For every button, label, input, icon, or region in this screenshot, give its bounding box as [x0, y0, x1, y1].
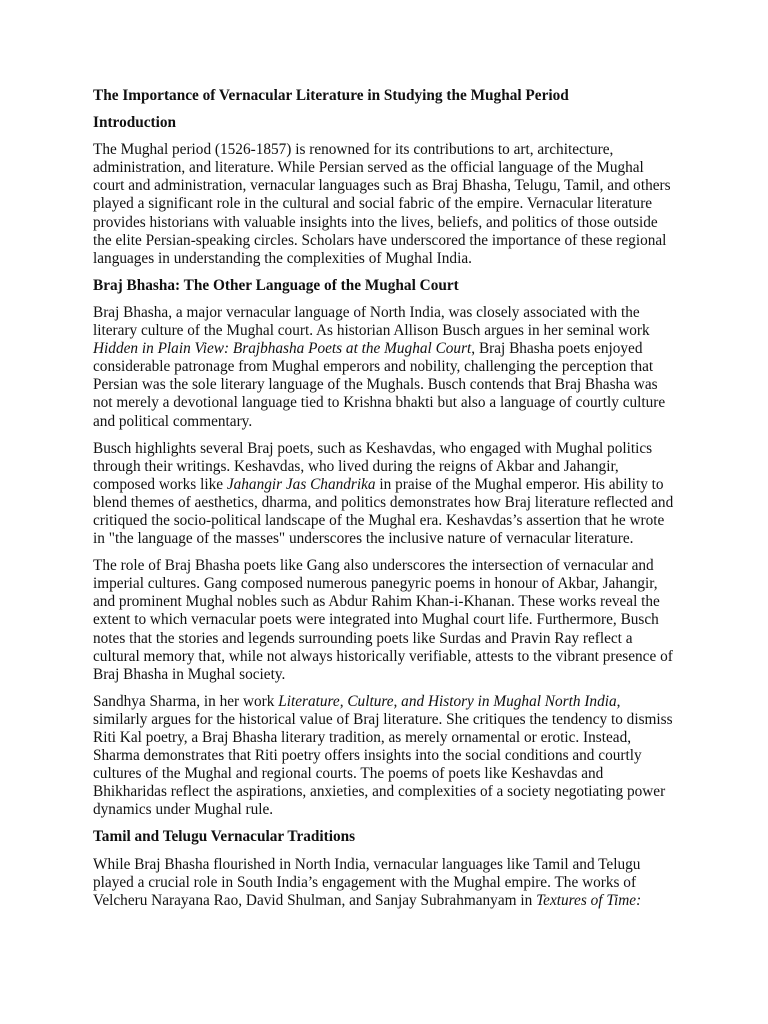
paragraph-text: While Braj Bhasha flourished in North India, vernacular languages like Tamil and Telugu played a crucial role in South India’s engagement with the Mughal empire. The works of Velcheru Narayana Rao, David Shulman, and Sanjay Subrahmanyam in	[93, 855, 641, 909]
section-heading: Introduction	[93, 114, 177, 132]
paragraph-text: Sandhya Sharma, in her work	[93, 692, 279, 710]
section-heading: Braj Bhasha: The Other Language of the Mughal Court	[93, 276, 459, 294]
section-heading: Tamil and Telugu Vernacular Traditions	[93, 828, 356, 846]
body-paragraph	[93, 304, 675, 431]
italic-title-text: Literature, Culture, and History in Mughal North India	[278, 692, 617, 710]
paragraph-text: Braj Bhasha, a major vernacular language of North India, was closely associated with the literary culture of the Mughal court. As historian Allison Busch argues in her seminal work	[93, 303, 650, 340]
body-paragraph	[93, 440, 675, 549]
paragraph-text: , Braj Bhasha poets enjoyed considerable patronage from Mughal emperors and nobility, challenging the perception that Persian was the sole literary language of the Mughals. Busch contends that Braj Bhasha was not merely a devotional language tied to Krishna bhakti but also a language of courtly culture and political commentary.	[93, 340, 666, 430]
document-title: The Importance of Vernacular Literature in Studying the Mughal Period	[93, 87, 569, 104]
paragraph-text: in praise of the Mughal emperor. His ability to blend themes of aesthetics, dharma, and politics demonstrates how Braj literature reflected and critiqued the socio-political landscape of the Mughal era. Keshavdas’s assertion that he wrote in "the language of the masses" underscores the inclusive nature of vernacular literature.	[93, 475, 674, 548]
paragraph-text: Busch highlights several Braj poets, such as Keshavdas, who engaged with Mughal politics through their writings. Keshavdas, who lived during the reigns of Akbar and Jahangir, composed works like	[93, 439, 653, 493]
document-page	[93, 87, 675, 919]
body-paragraph	[93, 693, 675, 820]
paragraph-text: , similarly argues for the historical value of Braj literature. She critiques the tendency to dismiss Riti Kal poetry, a Braj Bhasha literary tradition, as merely ornamental or erotic. Instead, Sharma demonstrates that Riti poetry offers insights into the social conditions and courtly cultures of the Mughal and regional courts. The poems of poets like Keshavdas and Bhikharidas reflect the aspirations, anxieties, and complexities of a society negotiating power dynamics under Mughal rule.	[93, 692, 673, 819]
body-paragraph	[93, 141, 675, 268]
italic-title-text: Jahangir Jas Chandrika	[226, 475, 376, 493]
paragraph-text: The role of Braj Bhasha poets like Gang also underscores the intersection of vernacular and imperial cultures. Gang composed numerous panegyric poems in honour of Akbar, Jahangir, and prominent Mughal nobles such as Abdur Rahim Khan-i-Khanan. These works reveal the extent to which vernacular poets were integrated into Mughal court life. Furthermore, Busch notes that the stories and legends surrounding poets like Surdas and Pravin Ray reflect a cultural memory that, while not always historically verifiable, attests to the vibrant presence of Braj Bhasha in Mughal society.	[93, 557, 673, 683]
paragraph-text: The Mughal period (1526-1857) is renowned for its contributions to art, architecture, administration, and literature. While Persian served as the official language of the Mughal court and administration, vernacular languages such as Braj Bhasha, Telugu, Tamil, and others played a significant role in the cultural and social fabric of the empire. Vernacular literature provides historians with valuable insights into the lives, beliefs, and politics of those outside the elite Persian-speaking circles. Scholars have underscored the importance of these regional languages in understanding the complexities of Mughal India.	[93, 141, 671, 267]
italic-title-text: Hidden in Plain View: Brajbhasha Poets at the Mughal Court	[93, 340, 472, 358]
body-paragraph	[93, 557, 675, 684]
document-body	[93, 114, 675, 910]
italic-title-text: Textures of Time:	[536, 891, 642, 909]
body-paragraph	[93, 856, 675, 910]
